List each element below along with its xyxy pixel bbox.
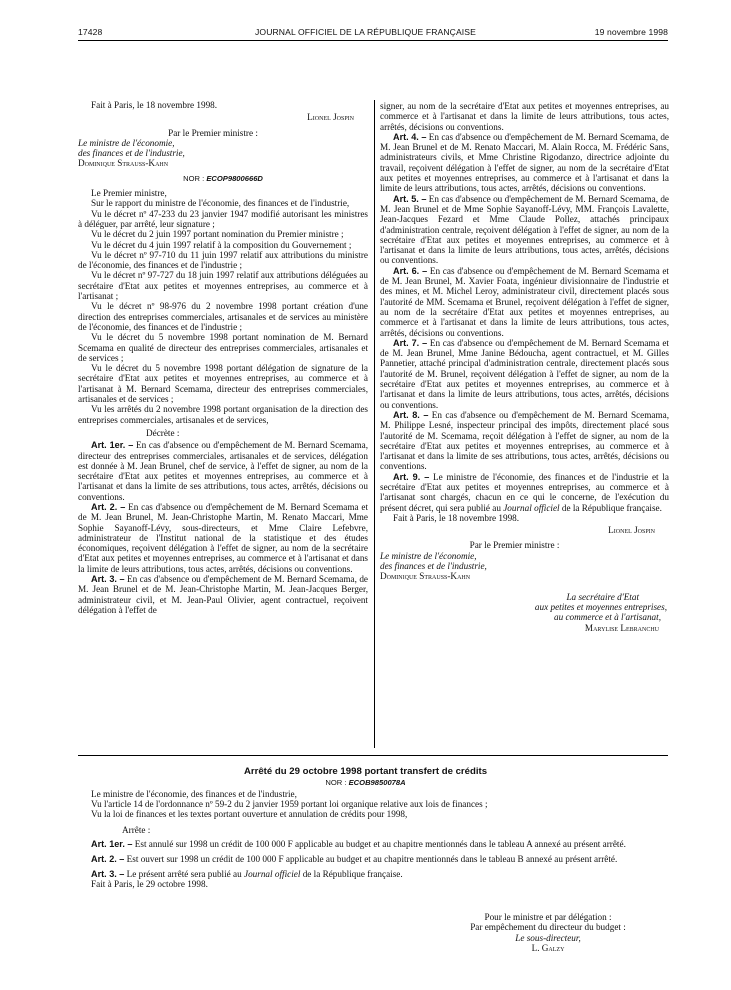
- pm-signature: Lionel Jospin: [307, 112, 354, 123]
- ministre-name: Dominique Strauss-Kahn: [78, 158, 169, 169]
- article-text: En cas d'absence ou d'empêchement de M. Bernard Scemama et de M. Jean Brunel, Mme Janine Bédoucha, agent contractuel, et M. Gilles Pannetier, attaché principal d'administration centrale, directement placés sous l'autorité de M. Brunel, reçoivent délégation à l'effet de signer, au nom de la secrétaire d'Etat aux petites et moyennes entreprises, au commerce et à l'artisanat et dans la limite de leurs attributions, tous actes, arrêtés, décisions ou conventions.: [380, 337, 669, 410]
- par-le-premier-ministre: Par le Premier ministre :: [469, 540, 560, 551]
- fait-a-paris: Fait à Paris, le 29 octobre 1998.: [91, 879, 208, 890]
- fait-a-paris: Fait à Paris, le 18 novembre 1998.: [91, 100, 218, 110]
- article: [78, 502, 368, 574]
- ministre-title-1: Le ministre de l'économie,: [78, 137, 175, 148]
- article-text: En cas d'absence ou d'empêchement de M. Bernard Scemama, de M. Jean Brunel et de Mme Sophie Sayanoff-Lévy, MM. François Lavalette, Jean-Jacques Fezard et Mme Claude Pollez, attachés principaux d'administration centrale, reçoivent délégation à l'effet de signer, au nom de la secrétaire d'Etat aux petites et moyennes entreprises, au commerce et à l'artisanat et dans la limite de leurs attributions, tous actes, arrêtés, décisions ou conventions.: [380, 193, 670, 266]
- article-label: Art. 3. –: [91, 574, 125, 585]
- arrete-body: [78, 789, 668, 890]
- arrete-signature: [428, 912, 668, 953]
- secretaire-title-3: au commerce et à l'artisanat,: [553, 612, 661, 623]
- article-label: Art. 9. –: [393, 471, 430, 482]
- journal-title: JOURNAL OFFICIEL DE LA RÉPUBLIQUE FRANÇAISE: [255, 27, 476, 37]
- section-rule: [78, 755, 668, 756]
- signature-title: Le sous-directeur,: [515, 932, 581, 943]
- article-text: En cas d'absence ou d'empêchement de M. Bernard Scemama et de M. Jean Brunel, M. Jean-Christophe Martin, M. Renato Maccari, Mme Sophie Sayanoff-Lévy, sous-directeurs, et Mme Claire Lefebvre, administrateur de l'Institut national de la statistique et des études économiques, reçoivent délégation à l'effet de signer, au nom de la secrétaire d'Etat aux petites et moyennes entreprises, au commerce et à l'artisanat et dans la limite de leurs attributions, tous actes, arrêtés, décisions ou conventions.: [78, 501, 368, 574]
- paragraph: Vu les arrêtés du 2 novembre 1998 portant organisation de la direction des entreprises commerciales, artisanales et de services,: [78, 404, 368, 425]
- nor-reference: [78, 174, 368, 184]
- pm-signature: Lionel Jospin: [608, 525, 655, 536]
- article-text: Est annulé sur 1998 un crédit de 100 000 F applicable au budget et au chapitre mentionnés dans le tableau A annexé au présent arrêté.: [132, 838, 626, 849]
- paragraph: Vu le décret du 2 juin 1997 portant nomination du Premier ministre ;: [91, 229, 344, 240]
- secretaire-name: Marylise Lebranchu: [584, 622, 659, 633]
- article-tail: de la République française.: [559, 502, 662, 513]
- left-column: [78, 100, 368, 615]
- nor-label: NOR :: [325, 778, 347, 787]
- page-number: 17428: [78, 27, 103, 37]
- decrete-label: Décrète :: [146, 427, 180, 438]
- article-label: Art. 7. –: [393, 337, 428, 348]
- ministre-name: Dominique Strauss-Kahn: [380, 571, 471, 582]
- article: [380, 472, 669, 513]
- article-text: Le présent arrêté sera publié au: [124, 869, 244, 880]
- paragraph: Le Premier ministre,: [91, 188, 167, 199]
- journal-officiel-italic: Journal officiel: [503, 502, 560, 513]
- article-label: Art. 5. –: [393, 193, 427, 204]
- nor-reference: [0, 778, 731, 787]
- paragraph: Vu l'article 14 de l'ordonnance nº 59-2 du 2 janvier 1959 portant loi organique relative aux lois de finances ;: [91, 799, 488, 810]
- article-label: Art. 3. –: [91, 869, 125, 880]
- nor-code: ECOP9800666D: [206, 173, 263, 183]
- article-label: Art. 1er. –: [91, 440, 134, 451]
- article-label: Art. 1er. –: [91, 838, 133, 849]
- ministre-title-2: des finances et de l'industrie,: [380, 561, 487, 572]
- article: [78, 869, 668, 879]
- signature-line: Pour le ministre et par délégation :: [484, 912, 612, 922]
- article-tail: de la République française.: [300, 869, 403, 880]
- paragraph: Vu le décret nº 97-727 du 18 juin 1997 relatif aux attributions déléguées au secrétaire d'Etat aux petites et moyennes entreprises, au commerce et à l'artisanat ;: [78, 270, 368, 302]
- article-label: Art. 2. –: [91, 854, 125, 865]
- column-separator: [374, 100, 375, 748]
- journal-officiel-italic: Journal officiel: [244, 869, 301, 880]
- article: [380, 194, 669, 266]
- paragraph: Vu la loi de finances et les textes portant ouverture et annulation de crédits pour 1998,: [91, 809, 408, 820]
- article-text: En cas d'absence ou d'empêchement de M. Bernard Scemama, de M. Jean Brunel et de M. Renato Maccari, M. Alain Rocca, M. Frédéric Sans, administrateurs civils, et Mme Christine Rigodanzo, directrice adjointe du travail, reçoivent délégation à l'effet de signer, au nom de la secrétaire d'Etat aux petites et moyennes entreprises, au commerce et à l'artisanat et dans la limite de leurs attributions, tous actes, arrêtés, décisions ou conventions.: [380, 131, 670, 194]
- article: [380, 132, 669, 194]
- fait-a-paris: Fait à Paris, le 18 novembre 1998.: [393, 512, 520, 523]
- article-label: Art. 6. –: [393, 265, 428, 276]
- article: [380, 410, 669, 472]
- article-text: Le ministre de l'économie, des finances et de l'industrie et la secrétaire d'Etat aux petites et moyennes entreprises, au commerce et à l'artisanat sont chargés, chacun en ce qui le concerne, de l'exécution du présent décret, qui sera publié au: [380, 471, 669, 513]
- header-rule: [78, 40, 668, 41]
- article-label: Art. 2. –: [91, 501, 126, 512]
- article: [78, 440, 368, 502]
- article-text: En cas d'absence ou d'empêchement de M. Bernard Scemama, de M. Jean Brunel et de M. Jean-Christophe Martin, M. Jean-Jacques Berger, administrateur civil, et M. Jean-Paul Olivier, agent contractuel, reçoivent délégation à l'effet de: [78, 574, 369, 615]
- paragraph: Vu le décret nº 47-233 du 23 janvier 1947 modifié autorisant les ministres à déléguer, par arrêté, leur signature ;: [78, 208, 368, 229]
- article: [78, 854, 668, 864]
- article-label: Art. 8. –: [393, 409, 429, 420]
- article-text: En cas d'absence ou d'empêchement de M. Bernard Scemama, directeur des entreprises commerciales, artisanales et de services, délégation est donnée à M. Jean Brunel, chef de service, à l'effet de signer, au nom de la secrétaire d'Etat aux petites et moyennes entreprises, au commerce et à l'artisanat et dans la limite de ses attributions, tous actes, arrêtés, décisions ou conventions.: [78, 440, 369, 502]
- article: [78, 574, 368, 615]
- right-column: [380, 101, 669, 633]
- signature-name: L. Galzy: [531, 942, 565, 953]
- arrete-title: Arrêté du 29 octobre 1998 portant transfert de crédits: [243, 766, 488, 777]
- signature-line: Par empêchement du directeur du budget :: [470, 922, 626, 933]
- ministre-title-1: Le ministre de l'économie,: [380, 550, 477, 561]
- article: [78, 839, 668, 849]
- paragraph: Vu le décret du 5 novembre 1998 portant délégation de signature de la secrétaire d'Etat aux petites et moyennes entreprises, au commerce et à l'artisanat à M. Bernard Scemama, directeur des entreprises commerciales, artisanales et de services ;: [78, 363, 368, 405]
- article: [380, 266, 669, 338]
- article-text: En cas d'absence ou d'empêchement de M. Bernard Scemama et de M. Jean Brunel, M. Xavier Foata, ingénieur divisionnaire de l'industrie et des mines, et M. Michel Leroy, administrateur civil, directement placés sous l'autorité de MM. Scemama et Brunel, reçoivent délégation à l'effet de signer, au nom de la secrétaire d'Etat aux petites et moyennes entreprises, au commerce et à l'artisanat et dans la limite de leurs attributions, tous actes, arrêtés, décisions ou conventions.: [380, 265, 669, 338]
- paragraph: Vu le décret du 4 juin 1997 relatif à la composition du Gouvernement ;: [91, 239, 352, 250]
- article-label: Art. 4. –: [393, 131, 427, 142]
- article-text: Est ouvert sur 1998 un crédit de 100 000 F applicable au budget et au chapitre mentionnés dans le tableau B annexé au présent arrêté.: [124, 854, 618, 865]
- arrete-label: Arrête :: [122, 824, 151, 835]
- paragraph: Vu le décret nº 98-976 du 2 novembre 1998 portant création d'une direction des entreprises commerciales, artisanales et de services au ministère de l'économie, des finances et de l'industrie ;: [78, 301, 368, 332]
- nor-label: NOR :: [183, 173, 205, 183]
- paragraph: Vu le décret nº 97-710 du 11 juin 1997 relatif aux attributions du ministre de l'économie, des finances et de l'industrie ;: [78, 249, 368, 271]
- nor-code: ECOB9850078A: [348, 778, 406, 787]
- ministre-title-2: des finances et de l'industrie,: [78, 148, 185, 159]
- paragraph: Le ministre de l'économie, des finances et de l'industrie,: [91, 789, 297, 799]
- paragraph: Vu le décret du 5 novembre 1998 portant nomination de M. Bernard Scemama en qualité de directeur des entreprises commerciales, artisanales et de services ;: [78, 332, 368, 363]
- secretaire-title-2: aux petites et moyennes entreprises,: [534, 601, 667, 612]
- article: [380, 338, 669, 410]
- issue-date: 19 novembre 1998: [594, 27, 668, 37]
- article-text: En cas d'absence ou d'empêchement de M. Bernard Scemama, M. Philippe Lesné, inspecteur principal des impôts, directement placé sous l'autorité de M. Scemama, reçoit délégation à l'effet de signer, au nom de la secrétaire d'Etat aux petites et moyennes entreprises, au commerce et à l'artisanat et dans la limite de ses attributions, tous actes, arrêtés, décisions ou conventions.: [380, 409, 669, 472]
- par-le-premier-ministre: Par le Premier ministre :: [168, 127, 258, 138]
- paragraph: Sur le rapport du ministre de l'économie, des finances et de l'industrie,: [91, 198, 350, 209]
- continuation-paragraph: signer, au nom de la secrétaire d'Etat aux petites et moyennes entreprises, au commerce et à l'artisanat et dans la limite de leurs attributions, tous actes, arrêtés, décisions ou conventions.: [380, 101, 669, 132]
- secretaire-title-1: La secrétaire d'Etat: [566, 591, 639, 602]
